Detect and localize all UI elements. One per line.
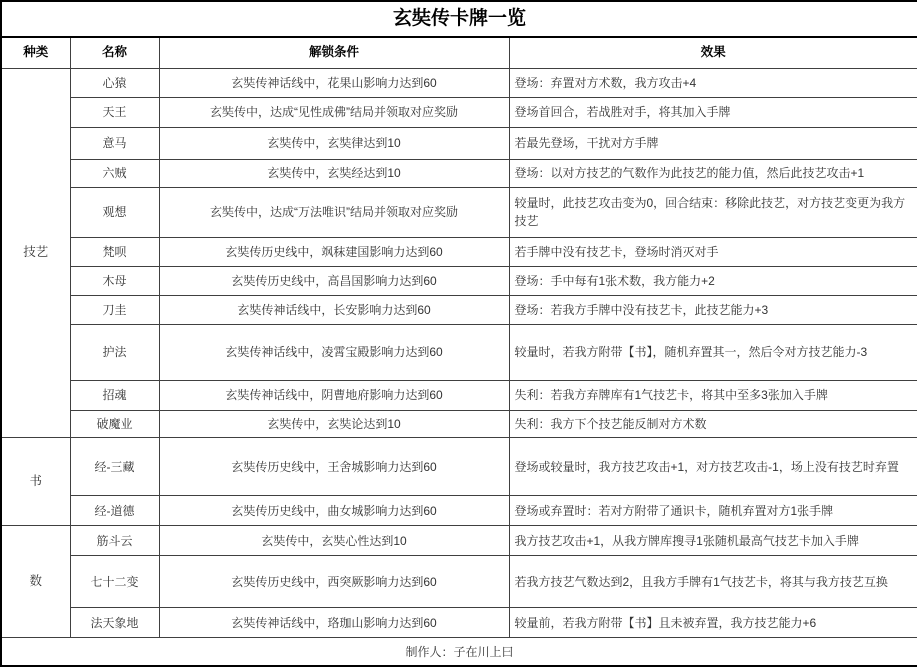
card-name: 木母 <box>70 266 159 295</box>
card-name: 心猿 <box>70 68 159 97</box>
card-effect: 登场：手中每有1张术数，我方能力+2 <box>509 266 917 295</box>
category-cell: 技艺 <box>1 68 70 437</box>
table-row <box>1 526 917 556</box>
unlock-condition: 玄奘传神话线中，长安影响力达到60 <box>159 295 509 324</box>
unlock-condition: 玄奘传中，玄奘论达到10 <box>159 410 509 437</box>
header-row <box>1 37 917 68</box>
card-effect: 若最先登场，干扰对方手牌 <box>509 127 917 159</box>
table-row <box>1 295 917 324</box>
table-row <box>1 159 917 187</box>
card-effect: 若我方技艺气数达到2，且我方手牌有1气技艺卡，将其与我方技艺互换 <box>509 556 917 608</box>
credit-text: 制作人：子在川上曰 <box>1 638 917 666</box>
card-effect: 登场：以对方技艺的气数作为此技艺的能力值，然后此技艺攻击+1 <box>509 159 917 187</box>
card-name: 破魔业 <box>70 410 159 437</box>
card-effect: 较量时，此技艺攻击变为0，回合结束：移除此技艺，对方技艺变更为我方技艺 <box>509 187 917 237</box>
card-name: 意马 <box>70 127 159 159</box>
table-row <box>1 237 917 266</box>
table-row <box>1 608 917 638</box>
card-effect: 较量前，若我方附带【书】且未被弃置，我方技艺能力+6 <box>509 608 917 638</box>
column-header-type: 种类 <box>1 37 70 68</box>
unlock-condition: 玄奘传中，玄奘经达到10 <box>159 159 509 187</box>
card-effect: 失利：若我方弃牌库有1气技艺卡，将其中至多3张加入手牌 <box>509 380 917 410</box>
page-title: 玄奘传卡牌一览 <box>1 1 917 37</box>
card-name: 天王 <box>70 97 159 127</box>
table-row <box>1 556 917 608</box>
card-effect: 登场：若我方手牌中没有技艺卡，此技艺能力+3 <box>509 295 917 324</box>
table-row <box>1 127 917 159</box>
unlock-condition: 玄奘传神话线中，花果山影响力达到60 <box>159 68 509 97</box>
card-effect: 较量时，若我方附带【书】，随机弃置其一，然后令对方技艺能力-3 <box>509 324 917 380</box>
category-cell: 数 <box>1 526 70 638</box>
unlock-condition: 玄奘传历史线中，高昌国影响力达到60 <box>159 266 509 295</box>
unlock-condition: 玄奘传历史线中，王舍城影响力达到60 <box>159 438 509 496</box>
unlock-condition: 玄奘传中，玄奘心性达到10 <box>159 526 509 556</box>
unlock-condition: 玄奘传神话线中，珞珈山影响力达到60 <box>159 608 509 638</box>
unlock-condition: 玄奘传神话线中，阴曹地府影响力达到60 <box>159 380 509 410</box>
table-row <box>1 68 917 97</box>
card-effect: 登场：弃置对方术数，我方攻击+4 <box>509 68 917 97</box>
card-effect: 登场首回合，若战胜对手，将其加入手牌 <box>509 97 917 127</box>
unlock-condition: 玄奘传历史线中，飒秣建国影响力达到60 <box>159 237 509 266</box>
card-name: 法天象地 <box>70 608 159 638</box>
unlock-condition: 玄奘传中，达成“见性成佛”结局并领取对应奖励 <box>159 97 509 127</box>
card-effect: 若手牌中没有技艺卡，登场时消灭对手 <box>509 237 917 266</box>
table-row <box>1 410 917 437</box>
card-name: 观想 <box>70 187 159 237</box>
card-name: 梵呗 <box>70 237 159 266</box>
card-name: 经-三藏 <box>70 438 159 496</box>
table-row <box>1 187 917 237</box>
table-row <box>1 380 917 410</box>
table-row <box>1 496 917 526</box>
card-effect: 我方技艺攻击+1，从我方牌库搜寻1张随机最高气技艺卡加入手牌 <box>509 526 917 556</box>
card-name: 护法 <box>70 324 159 380</box>
card-name: 六贼 <box>70 159 159 187</box>
column-header-effect: 效果 <box>509 37 917 68</box>
card-effect: 登场或较量时，我方技艺攻击+1，对方技艺攻击-1，场上没有技艺时弃置 <box>509 438 917 496</box>
card-name: 七十二变 <box>70 556 159 608</box>
table-row <box>1 324 917 380</box>
footer-row <box>1 638 917 666</box>
table-row <box>1 97 917 127</box>
card-name: 刀圭 <box>70 295 159 324</box>
card-name: 招魂 <box>70 380 159 410</box>
table-row <box>1 266 917 295</box>
card-effect: 失利：我方下个技艺能反制对方术数 <box>509 410 917 437</box>
card-name: 筋斗云 <box>70 526 159 556</box>
table-row <box>1 438 917 496</box>
unlock-condition: 玄奘传历史线中，曲女城影响力达到60 <box>159 496 509 526</box>
unlock-condition: 玄奘传中，达成“万法唯识”结局并领取对应奖励 <box>159 187 509 237</box>
title-row <box>1 1 917 37</box>
card-name: 经-道德 <box>70 496 159 526</box>
card-effect: 登场或弃置时：若对方附带了通识卡，随机弃置对方1张手牌 <box>509 496 917 526</box>
column-header-name: 名称 <box>70 37 159 68</box>
unlock-condition: 玄奘传中，玄奘律达到10 <box>159 127 509 159</box>
column-header-unlock: 解锁条件 <box>159 37 509 68</box>
category-cell: 书 <box>1 438 70 526</box>
unlock-condition: 玄奘传神话线中，凌霄宝殿影响力达到60 <box>159 324 509 380</box>
unlock-condition: 玄奘传历史线中，西突厥影响力达到60 <box>159 556 509 608</box>
